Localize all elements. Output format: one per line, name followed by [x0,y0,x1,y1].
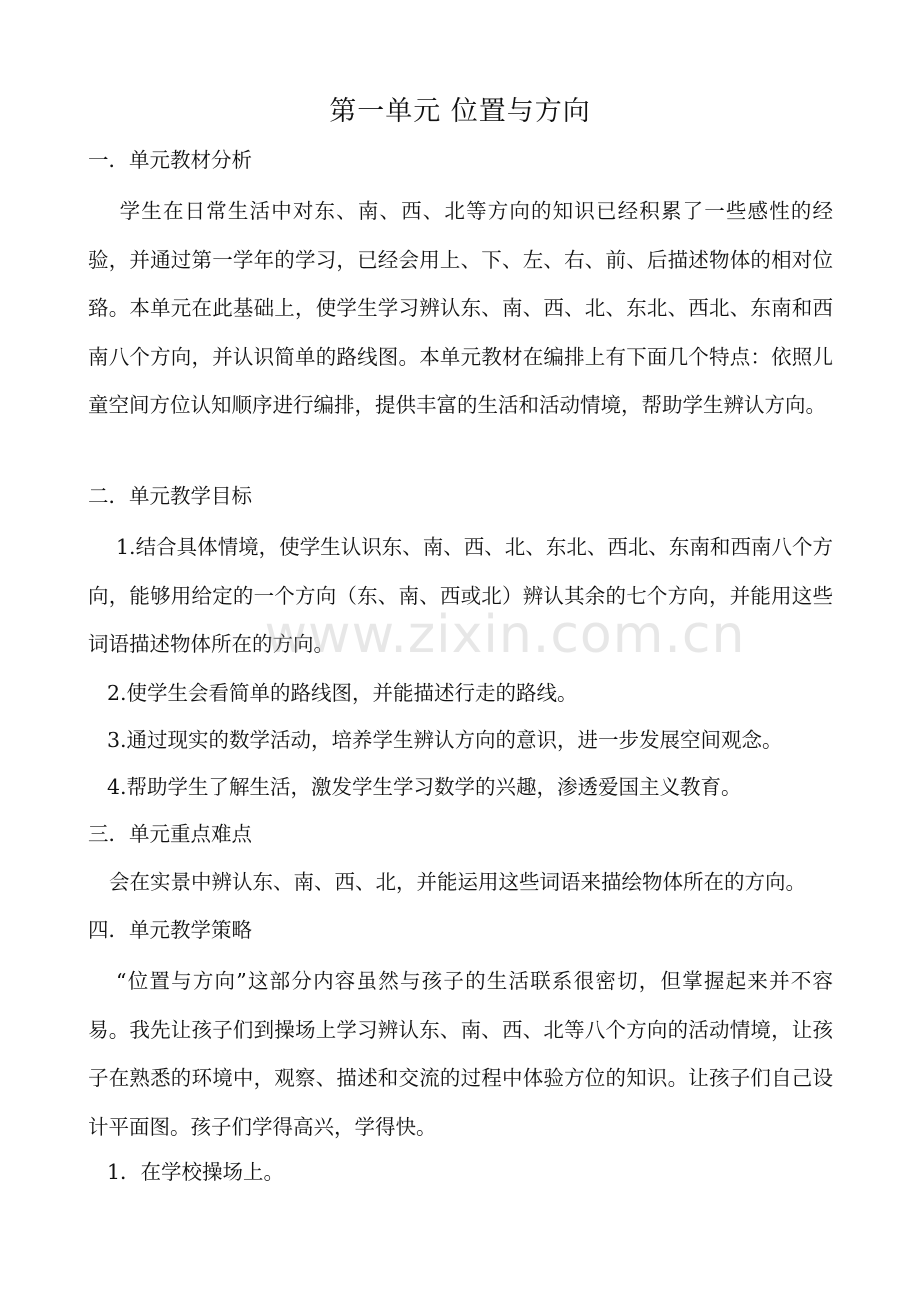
key-points-text: 会在实景中辨认东、南、西、北，并能运用这些词语来描绘物体所在的方向。 [109,870,806,894]
paragraph-teaching-strategy: “位置与方向”这部分内容虽然与孩子的生活联系很密切，但掌握起来并不容易。我先让孩子们到操场上学习辨认东、南、西、北等八个方向的活动情境，让孩子在熟悉的环境中，观察、描述和交流的过程中体验方位的知识。让孩子们自己设计平面图。孩子们学得高兴，学得快。 [88,969,833,1139]
teaching-goal-3: 3.通过现实的数学活动，培养学生辨认方向的意识，进一步发展空间观念。 [107,728,783,752]
section-heading-key-points: 三．单元重点难点 [88,822,252,846]
teaching-goal-2: 2.使学生会看简单的路线图，并能描述行走的路线。 [107,681,578,705]
section-heading-teaching-strategy: 四．单元教学策略 [88,918,252,942]
teaching-goal-1: 1.结合具体情境，使学生认识东、南、西、北、东北、西北、东南和西南八个方向，能够用给定的一个方向（东、南、西或北）辨认其余的七个方向，并能用这些词语描述物体所在的方向。 [88,535,833,656]
teaching-goal-4: 4.帮助学生了解生活，激发学生学习数学的兴趣，渗透爱国主义教育。 [107,775,742,799]
watermark: www.zixin.com.cn [264,605,746,665]
section-heading-textbook-analysis: 一．单元教材分析 [88,148,252,172]
page-title: 第一单元 位置与方向 [329,96,591,127]
strategy-item-1: 1．在学校操场上。 [107,1160,285,1184]
paragraph-textbook-analysis: 学生在日常生活中对东、南、西、北等方向的知识已经积累了一些感性的经验，并通过第一学年的学习，已经会用上、下、左、右、前、后描述物体的相对位臵。本单元在此基础上，使学生学习辨认东、南、西、北、东北、西北、东南和西南八个方向，并认识简单的路线图。本单元教材在编排上有下面几个特点：依照儿童空间方位认知顺序进行编排，提供丰富的生活和活动情境，帮助学生辨认方向。 [88,199,833,417]
section-heading-teaching-goals: 二．单元教学目标 [88,484,252,508]
